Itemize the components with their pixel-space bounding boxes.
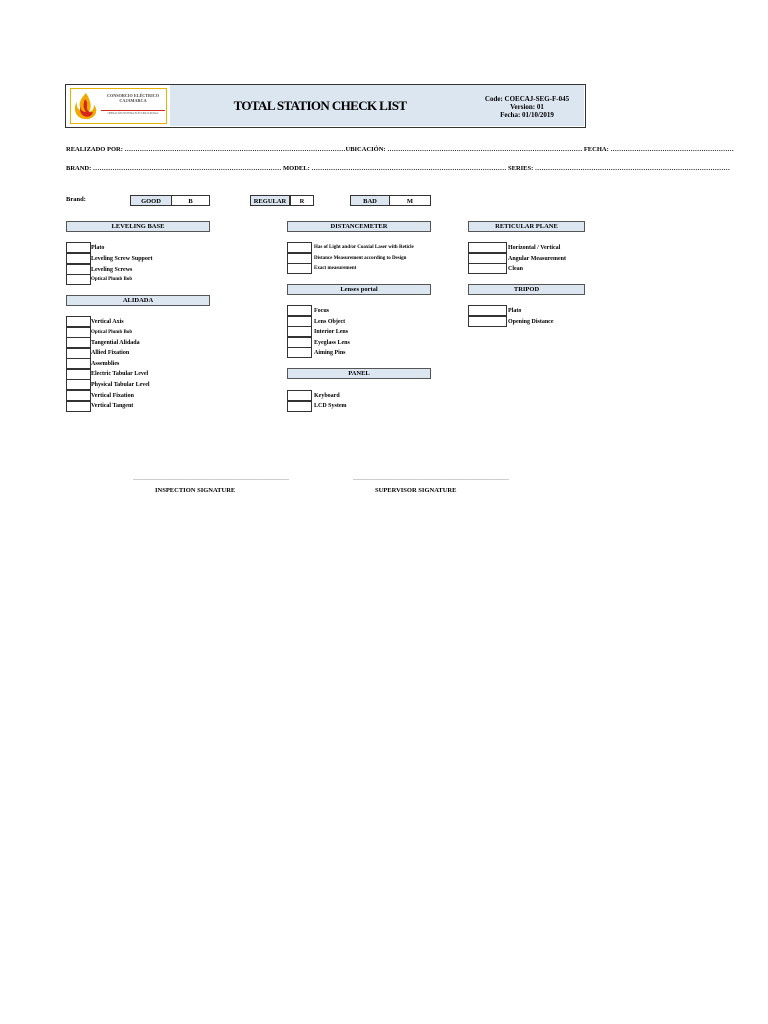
alidada-item-vertical-axis: Vertical Axis bbox=[91, 319, 124, 325]
checkbox-leveling-screw-support[interactable] bbox=[66, 253, 91, 264]
realizado-ubicacion-fecha-line: REALIZADO POR: …………………………………………………………………………………………UBICACIÓN: ……………………………………………………………………………… FECHA: ………………………………………………… bbox=[66, 146, 734, 153]
checkbox-alidada-assemblies[interactable] bbox=[66, 358, 91, 369]
document-title: TOTAL STATION CHECK LIST bbox=[170, 85, 471, 126]
checkbox-alidada-physical-level[interactable] bbox=[66, 379, 91, 390]
tripod-item-plato: Plato bbox=[508, 308, 522, 314]
logo-line2: CAJAMARCA bbox=[119, 98, 147, 103]
reticular-plane-header: RETICULAR PLANE bbox=[468, 221, 585, 232]
lens-item-interior: Interior Lens bbox=[314, 329, 349, 335]
inspection-signature-line[interactable]: …………………………………………………………………… bbox=[133, 476, 289, 482]
alidada-header: ALIDADA bbox=[66, 295, 210, 306]
checkbox-panel-lcd[interactable] bbox=[287, 401, 312, 412]
checkbox-alidada-vertical-tangent[interactable] bbox=[66, 401, 91, 412]
logo-company-name bbox=[101, 93, 165, 103]
checkbox-alidada-vertical-axis[interactable] bbox=[66, 316, 91, 327]
checkbox-distance-exact[interactable] bbox=[287, 263, 312, 274]
checkbox-distance-light-laser[interactable] bbox=[287, 242, 312, 253]
alidada-item-electric-level: Electric Tabular Level bbox=[91, 371, 149, 377]
logo-divider bbox=[101, 110, 165, 111]
checkbox-panel-keyboard[interactable] bbox=[287, 390, 312, 401]
checkbox-leveling-optical-plumb[interactable] bbox=[66, 274, 91, 285]
logo-line3: OPERACIÓN SISTEMA ELÉCTRICO RURAL bbox=[107, 112, 159, 115]
panel-item-lcd: LCD System bbox=[314, 403, 347, 409]
distance-item-design: Distance Measurement according to Design bbox=[314, 256, 407, 261]
alidada-item-optical-plumb: Optical Plumb Bob bbox=[91, 330, 133, 335]
distance-item-light-laser: Has of Light and/or Coaxial Laser with Reticle bbox=[314, 245, 414, 250]
lens-item-eyeglass: Eyeglass Lens bbox=[314, 340, 350, 346]
checkbox-alidada-vertical-fixation[interactable] bbox=[66, 390, 91, 401]
checkbox-lens-aiming-pins[interactable] bbox=[287, 347, 312, 358]
document-code: Code: COECAJ-SEG-F-045 bbox=[484, 95, 570, 103]
reticular-item-angular: Angular Measurement bbox=[508, 256, 566, 262]
reticular-item-horizontal: Horizontal / Vertical bbox=[508, 245, 561, 251]
checkbox-reticular-clean[interactable] bbox=[468, 263, 507, 274]
inspection-signature-label: INSPECTION SIGNATURE bbox=[155, 487, 236, 494]
tripod-header: TRIPOD bbox=[468, 284, 585, 295]
document-version: Version: 01 bbox=[510, 103, 544, 111]
leveling-item-plato: Plato bbox=[91, 245, 105, 251]
checkbox-alidada-tangential[interactable] bbox=[66, 337, 91, 348]
leveling-base-header: LEVELING BASE bbox=[66, 221, 210, 232]
tripod-item-opening: Opening Distance bbox=[508, 319, 554, 325]
checkbox-lens-interior[interactable] bbox=[287, 326, 312, 337]
reticular-item-clean: Clean bbox=[508, 266, 523, 272]
leveling-item-screws: Leveling Screws bbox=[91, 267, 133, 273]
checkbox-lens-focus[interactable] bbox=[287, 305, 312, 316]
flame-logo-icon bbox=[73, 91, 99, 121]
alidada-item-physical-level: Physical Tabular Level bbox=[91, 382, 150, 388]
alidada-item-tangential: Tangential Alidada bbox=[91, 340, 140, 346]
brand-model-series-line: BRAND: …………………………………………………………………………… MODEL: ……………………………………………………………………………… SERIES: ……………………………………………………………………………… bbox=[66, 165, 730, 172]
alidada-item-allied-fixation: Allied Fixation bbox=[91, 350, 130, 356]
document-date: Fecha: 01/10/2019 bbox=[500, 111, 554, 119]
supervisor-signature-label: SUPERVISOR SIGNATURE bbox=[375, 487, 457, 494]
bad-label: BAD bbox=[350, 195, 390, 206]
alidada-item-assemblies: Assemblies bbox=[91, 361, 120, 367]
good-code[interactable]: B bbox=[172, 195, 210, 206]
document-header bbox=[65, 84, 586, 128]
panel-header: PANEL bbox=[287, 368, 431, 379]
alidada-item-vertical-fixation: Vertical Fixation bbox=[91, 393, 134, 399]
leveling-item-optical-plumb: Optical Plumb Bob bbox=[91, 277, 133, 282]
leveling-item-screw-support: Leveling Screw Support bbox=[91, 256, 153, 262]
logo-cell bbox=[66, 85, 171, 126]
logo-line1: CONSORCIO ELÉCTRICO bbox=[106, 93, 159, 98]
panel-item-keyboard: Keyboard bbox=[314, 393, 340, 399]
lens-item-focus: Focus bbox=[314, 308, 329, 314]
checkbox-tripod-opening[interactable] bbox=[468, 316, 507, 327]
brand-label: Brand: bbox=[66, 196, 86, 203]
checkbox-tripod-plato[interactable] bbox=[468, 305, 507, 316]
bad-code[interactable]: M bbox=[390, 195, 431, 206]
lens-item-object: Lens Object bbox=[314, 319, 346, 325]
alidada-item-vertical-tangent: Vertical Tangent bbox=[91, 403, 134, 409]
checkbox-leveling-plato[interactable] bbox=[66, 242, 91, 253]
regular-code[interactable]: R bbox=[290, 195, 314, 206]
checkbox-reticular-horizontal[interactable] bbox=[468, 242, 507, 253]
regular-label: REGULAR bbox=[250, 195, 290, 206]
lens-item-aiming-pins: Aiming Pins bbox=[314, 350, 346, 356]
good-label: GOOD bbox=[130, 195, 172, 206]
supervisor-signature-line[interactable]: …………………………………………………………………… bbox=[353, 476, 509, 482]
document-code-block bbox=[470, 85, 584, 126]
distance-item-exact: Exact measurement bbox=[314, 266, 357, 271]
distancemeter-header: DISTANCEMETER bbox=[287, 221, 431, 232]
company-logo bbox=[70, 88, 167, 124]
lenses-portal-header: Lenses portal bbox=[287, 284, 431, 295]
